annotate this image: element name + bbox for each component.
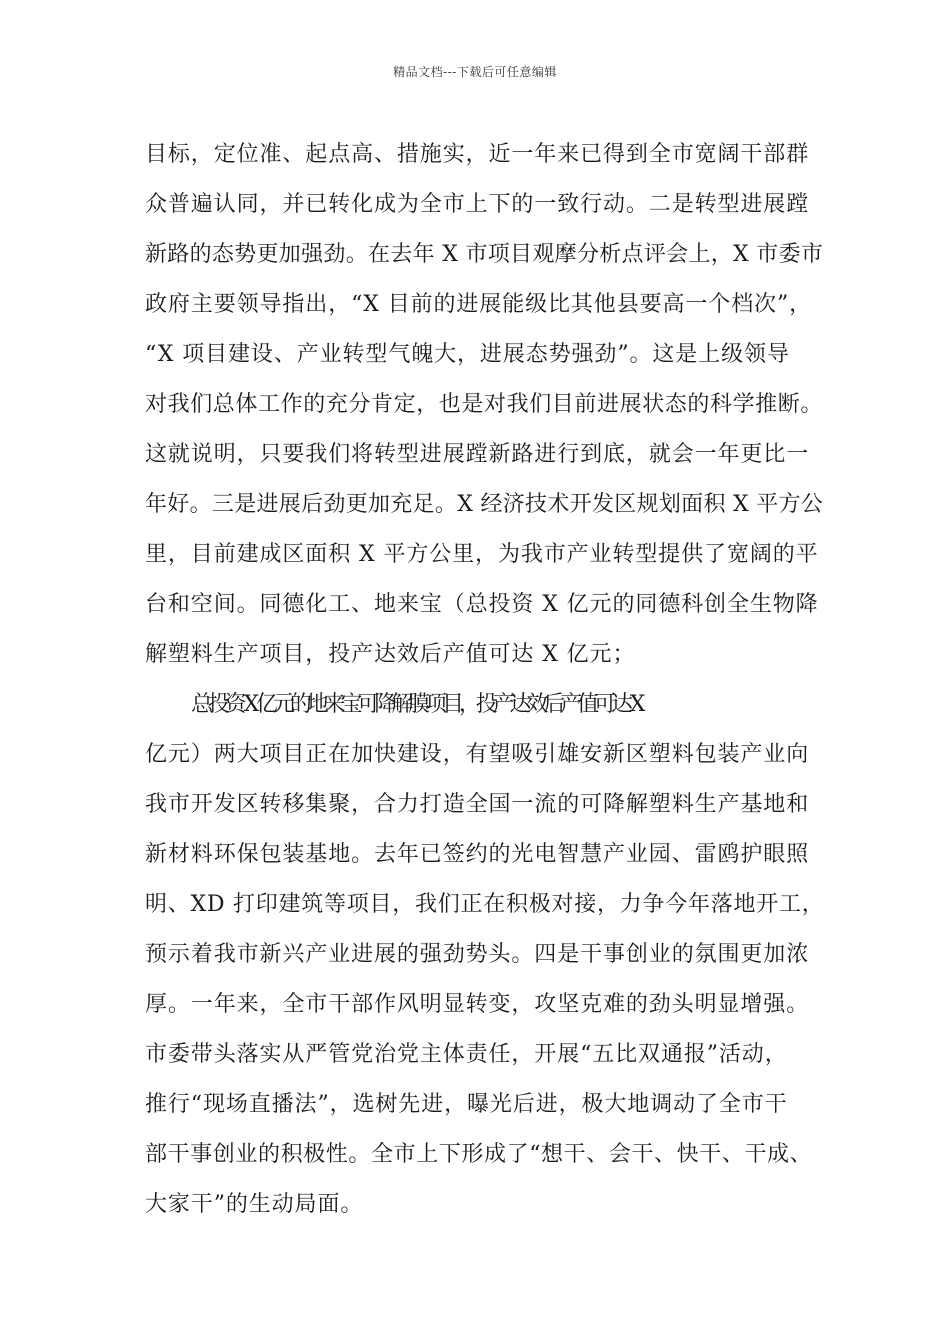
text-line: 推行“现场直播法”，选树先进，曝光后进，极大地调动了全市干 — [145, 1092, 788, 1117]
text-line: 目标，定位准、起点高、措施实，近一年来已得到全市宽阔干部群 — [145, 142, 810, 167]
text-line: 部干事创业的积极性。全市上下形成了“想干、会干、快干、干成、 — [145, 1142, 813, 1167]
text-line: 亿元）两大项目正在加快建设，有望吸引雄安新区塑料包装产业向 — [145, 742, 810, 767]
page-header: 精品文档---下载后可任意编辑 — [393, 65, 557, 79]
text-line: 对我们总体工作的充分肯定，也是对我们目前进展状态的科学推断。 — [145, 392, 824, 417]
text-line: 我市开发区转移集聚，合力打造全国一流的可降解塑料生产基地和 — [145, 792, 810, 817]
text-line: 政府主要领导指出，“X 目前的进展能级比其他县要高一个档次”， — [145, 292, 813, 317]
text-line: 总投资 X 亿元的地来宝可降解膜项目，投产达效后产值可达 X — [191, 692, 641, 717]
text-line: 明、XD 打印建筑等项目，我们正在积极对接，力争今年落地开工， — [145, 892, 825, 917]
text-line: 这就说明，只要我们将转型进展蹚新路进行到底，就会一年更比一 — [145, 442, 810, 467]
text-line: 解塑料生产项目，投产达效后产值可达 X 亿元； — [145, 642, 636, 667]
text-line: “X 项目建设、产业转型气魄大，进展态势强劲”。这是上级领导 — [145, 342, 790, 367]
paragraph-2 — [145, 680, 825, 1230]
paragraph-1 — [145, 130, 825, 680]
text-line: 台和空间。同德化工、地来宝（总投资 X 亿元的同德科创全生物降 — [145, 592, 819, 617]
document-body — [145, 130, 825, 1230]
text-line: 市委带头落实从严管党治党主体责任，开展“五比双通报”活动， — [145, 1042, 788, 1067]
text-line: 预示着我市新兴产业进展的强劲势头。四是干事创业的氛围更加浓 — [145, 942, 810, 967]
text-line: 新材料环保包装基地。去年已签约的光电智慧产业园、雷鸥护眼照 — [145, 842, 810, 867]
text-line: 年好。三是进展后劲更加充足。X 经济技术开发区规划面积 X 平方公 — [145, 492, 824, 517]
text-line: 新路的态势更加强劲。在去年 X 市项目观摩分析点评会上，X 市委市 — [145, 242, 824, 267]
text-line: 厚。一年来，全市干部作风明显转变，攻坚克难的劲头明显增强。 — [145, 992, 810, 1017]
text-line: 里，目前建成区面积 X 平方公里，为我市产业转型提供了宽阔的平 — [145, 542, 819, 567]
text-line: 大家干”的生动局面。 — [145, 1192, 364, 1217]
text-line: 众普遍认同，并已转化成为全市上下的一致行动。二是转型进展蹚 — [145, 192, 810, 217]
